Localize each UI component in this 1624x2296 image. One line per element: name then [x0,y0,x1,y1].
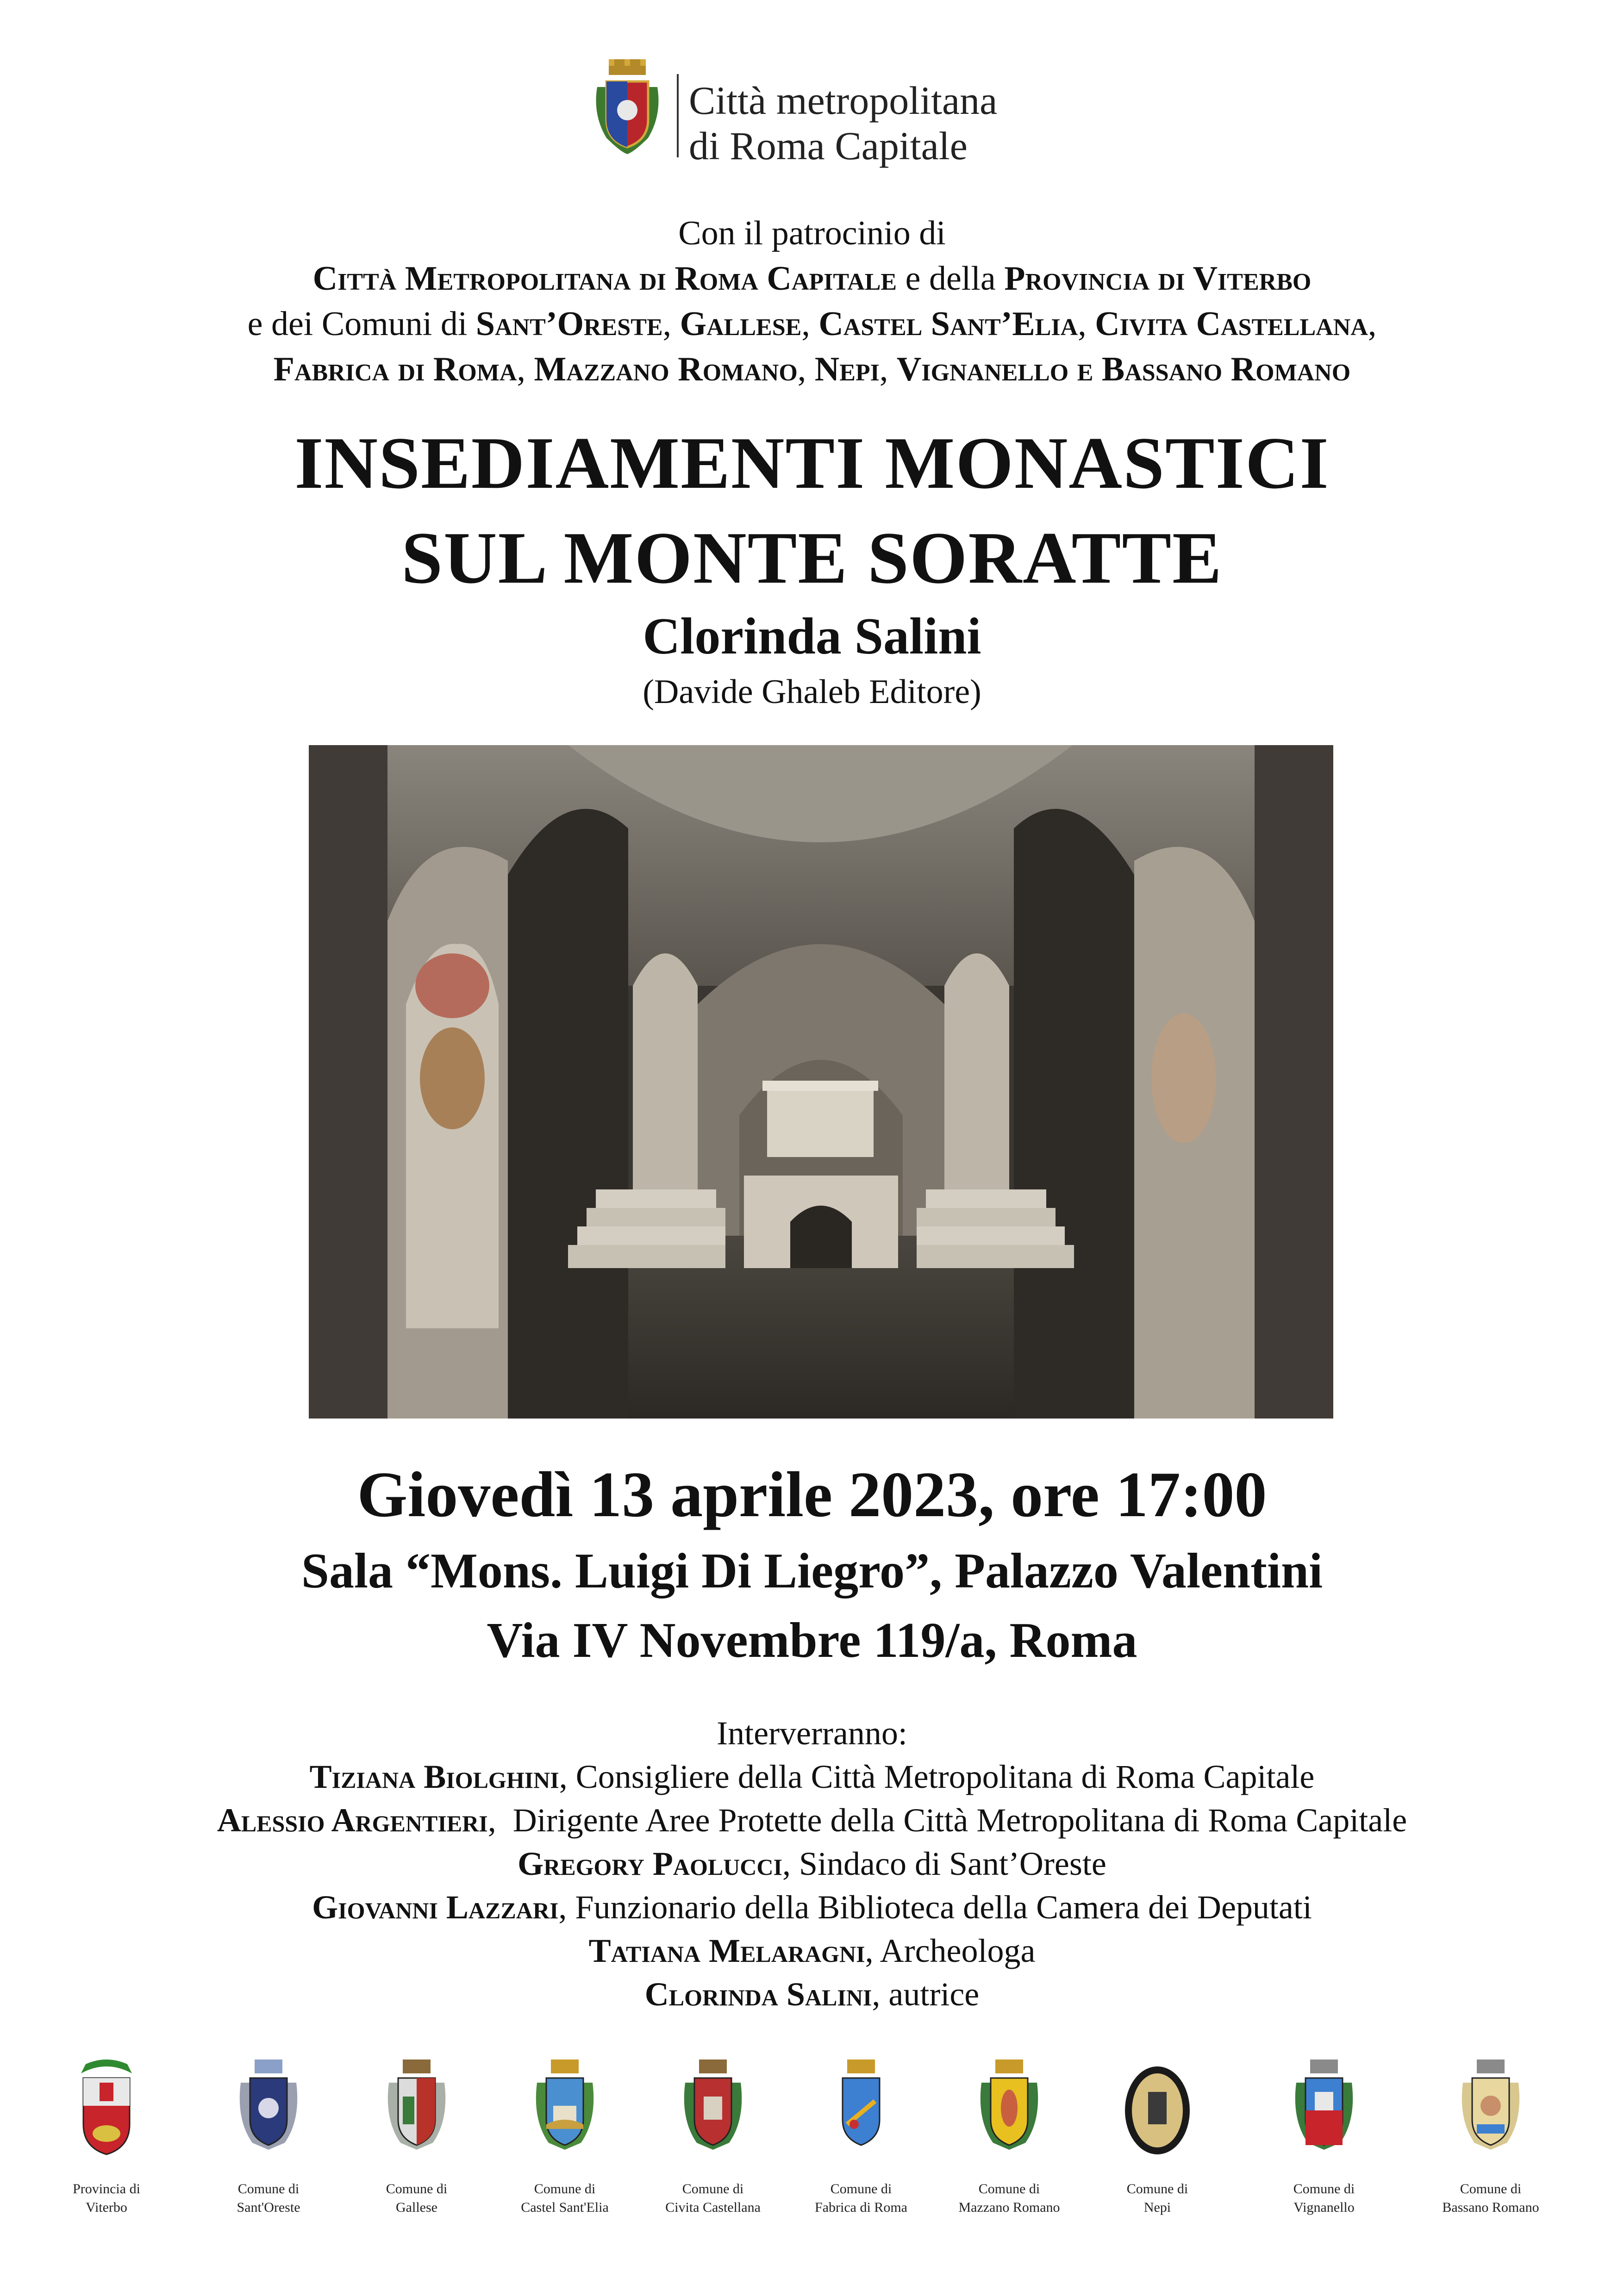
viterbo-crest-icon [72,2055,141,2161]
patronage-intro: Con il patrocinio di [678,214,946,252]
patron-comuni-intro: e dei Comuni di [247,305,476,343]
santoreste-crest-icon [234,2055,303,2161]
crest-label-line2: Gallese [396,2200,437,2215]
bassano-romano-crest-icon [1456,2055,1525,2161]
sep: , [662,305,680,343]
gallese-crest-icon [382,2055,451,2161]
crest-item [338,2055,495,2217]
patron-comune: Nepi [814,350,880,388]
crest-label-line2: Civita Castellana [665,2200,761,2215]
patron-comune: Sant’Oreste [475,305,663,343]
patron-comune: Bassano Romano [1101,350,1351,388]
patron-comune: Civita Castellana [1095,305,1368,343]
patron-comune: Fabrica di Roma [273,350,517,388]
patronage-line3 [0,301,1624,347]
speakers-list [0,1755,1624,2016]
crest-label-line1: Comune di [1126,2181,1188,2196]
org-name-line2: di Roma Capitale [689,124,968,168]
crest-label-line1: Comune di [534,2181,596,2196]
crest-label-line1: Comune di [1460,2181,1522,2196]
patron-city: Città Metropolitana di Roma Capitale [312,260,897,298]
speaker-role: , Consigliere della Città Metropolitana di Roma Capitale [559,1758,1315,1795]
crest-label-line2: Vignanello [1293,2200,1355,2215]
crest-item [634,2055,792,2217]
coat-of-arms-icon [588,59,667,156]
title-line1: INSEDIAMENTI MONASTICI [294,422,1330,504]
header-organization [689,78,997,168]
book-publisher: (Davide Ghaleb Editore) [643,673,981,711]
crest-label-line1: Comune di [830,2181,892,2196]
event-date: Giovedì 13 aprile 2023, ore 17:00 [357,1459,1267,1531]
event-address: Via IV Novembre 119/a, Roma [487,1613,1137,1668]
crest-label-line1: Comune di [237,2181,300,2196]
crest-item [1412,2055,1569,2217]
speaker-name: Clorinda Salini [644,1976,872,2013]
sep: e [1068,350,1102,388]
crest-label-line1: Comune di [1293,2181,1355,2196]
speaker-role: , Dirigente Aree Protette della Città Metropolitana di Roma Capitale [487,1802,1407,1839]
patron-province: Provincia di Viterbo [1004,260,1312,298]
sep: , [1078,305,1095,343]
title-line2: SUL MONTE SORATTE [401,516,1223,599]
speaker-item [0,1885,1624,1929]
vignanello-crest-icon [1289,2055,1359,2161]
crest-item [486,2055,643,2217]
patron-conj: e della [897,260,1005,298]
speaker-name: Gregory Paolucci [518,1845,782,1882]
speaker-name: Tiziana Biolghini [309,1758,559,1795]
crest-label-line1: Comune di [386,2181,448,2196]
sep: , [797,350,815,388]
speaker-name: Alessio Argentieri [217,1802,488,1839]
speaker-name: Giovanni Lazzari [312,1889,559,1926]
crest-item [1079,2055,1236,2217]
crest-label-line1: Comune di [978,2181,1040,2196]
crest-item [931,2055,1088,2217]
municipality-crests [0,2055,1624,2249]
crest-label-line2: Mazzano Romano [958,2200,1060,2215]
sep: , [801,305,819,343]
speaker-role: , autrice [872,1976,980,2013]
patron-comune: Vignanello [896,350,1069,388]
crest-item [782,2055,940,2217]
nepi-crest-icon [1123,2055,1192,2161]
sep: , [879,350,897,388]
fabrica-di-roma-crest-icon [826,2055,896,2161]
crest-label-line2: Bassano Romano [1442,2200,1539,2215]
patron-comune: Mazzano Romano [534,350,798,388]
speaker-item [0,1842,1624,1885]
crest-item [1245,2055,1403,2217]
mazzano-romano-crest-icon [974,2055,1044,2161]
speaker-item [0,1798,1624,1842]
org-name-line1: Città metropolitana [689,78,998,123]
patron-comune: Castel Sant’Elia [818,305,1078,343]
crest-label-line2: Nepi [1143,2200,1171,2215]
speaker-role: , Funzionario della Biblioteca della Camera dei Deputati [558,1889,1312,1926]
header-divider [677,74,679,157]
speaker-name: Tatiana Melaragni [588,1932,865,1969]
event-venue: Sala “Mons. Luigi Di Liegro”, Palazzo Valentini [301,1543,1323,1599]
patron-comune: Gallese [680,305,802,343]
civita-castellana-crest-icon [678,2055,748,2161]
crest-label-line2: Castel Sant'Elia [521,2200,609,2215]
crest-item [28,2055,185,2217]
speaker-role: , Sindaco di Sant’Oreste [782,1845,1106,1882]
patronage-line2 [0,256,1624,301]
crest-label-line2: Fabrica di Roma [815,2200,907,2215]
crest-label-line2: Sant'Oreste [237,2200,300,2215]
church-interior-photo [309,745,1333,1419]
speaker-item [0,1755,1624,1798]
patronage-line4 [0,347,1624,392]
patronage-block [0,211,1624,392]
crest-label-line1: Comune di [682,2181,744,2196]
speaker-role: , Archeologa [865,1932,1036,1969]
speaker-item [0,1929,1624,1972]
castel-santelia-crest-icon [530,2055,600,2161]
speakers-heading: Interverranno: [717,1715,907,1752]
sep: , [517,350,534,388]
crest-item [190,2055,347,2217]
crest-label-line1: Provincia di [73,2181,140,2196]
book-author: Clorinda Salini [643,608,981,665]
crest-label-line2: Viterbo [86,2200,127,2215]
speaker-item [0,1972,1624,2016]
sep: , [1368,305,1377,343]
